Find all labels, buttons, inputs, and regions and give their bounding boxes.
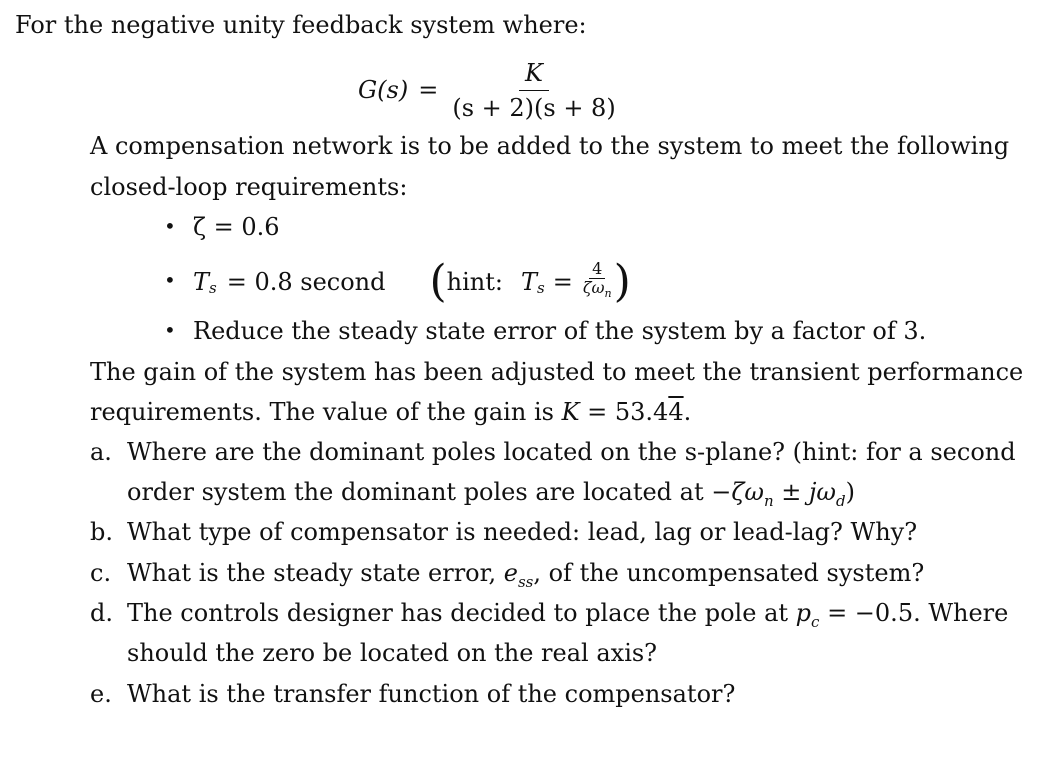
- equation-lhs: G(s): [358, 76, 409, 104]
- question-d-label: d.: [90, 599, 113, 627]
- para2-line1: The gain of the system has been adjusted to meet the transient performance: [90, 358, 1024, 386]
- question-d-line1: [127, 598, 1008, 637]
- hint-open-paren: (: [429, 256, 447, 307]
- question-a-line2: [127, 477, 855, 516]
- ts-subscript: s: [209, 279, 217, 297]
- hint-label: hint:: [446, 268, 503, 296]
- equation-denominator: (s + 2)(s + 8): [452, 93, 616, 122]
- question-c-label: c.: [90, 559, 112, 587]
- bullet-3-marker: •: [164, 318, 176, 342]
- equation-equals: =: [418, 76, 439, 104]
- pole-real-part: −ζω: [711, 478, 764, 506]
- hint-fraction: [581, 260, 614, 303]
- question-d-part2: = −0.5. Where: [819, 599, 1009, 627]
- question-c-part2: , of the uncompensated system?: [533, 559, 925, 587]
- gain-repeating-digit: 4: [668, 398, 684, 426]
- hint-ts-symbol: T: [520, 268, 537, 296]
- pc-symbol: p: [795, 599, 812, 627]
- question-b-text: What type of compensator is needed: lead, lag or lead-lag? Why?: [127, 518, 918, 546]
- equation-numerator: K: [519, 56, 549, 91]
- ts-symbol: T: [193, 268, 210, 296]
- question-d-part1: The controls designer has decided to place the pole at: [127, 599, 796, 627]
- para2-line2: [90, 397, 691, 427]
- hint-close-paren: ): [613, 256, 631, 307]
- intro-text: For the negative unity feedback system where:: [15, 11, 587, 39]
- question-d-line2: should the zero be located on the real axis?: [127, 639, 658, 667]
- equation-fraction: [448, 56, 619, 125]
- requirement-ess: Reduce the steady state error of the system by a factor of 3.: [193, 317, 927, 345]
- ess-subscript: ss: [517, 572, 534, 591]
- gain-value: = 53.4: [579, 398, 669, 426]
- question-a-text: order system the dominant poles are located at: [127, 478, 712, 506]
- gain-text: requirements. The value of the gain is: [90, 398, 562, 426]
- question-b-label: b.: [90, 518, 113, 546]
- question-a-label: a.: [90, 438, 112, 466]
- requirement-zeta: ζ = 0.6: [193, 213, 280, 241]
- para1-line2: closed-loop requirements:: [90, 173, 408, 201]
- hint-denominator-sub: n: [604, 287, 612, 301]
- question-c-part1: What is the steady state error,: [127, 559, 504, 587]
- transfer-function-equation: [358, 52, 620, 128]
- hint-ts-subscript: s: [537, 279, 545, 297]
- bullet-1-marker: •: [164, 214, 176, 238]
- para1-line1: A compensation network is to be added to the system to meet the following: [90, 132, 1010, 160]
- hint-denominator: ζω: [582, 278, 605, 298]
- bullet-2-marker: •: [164, 268, 176, 292]
- ess-symbol: e: [503, 559, 518, 587]
- pole-real-sub: n: [763, 491, 774, 510]
- pole-imag-sub: d: [836, 491, 846, 510]
- pole-close-paren: ): [845, 478, 855, 506]
- hint-numerator: 4: [589, 260, 605, 279]
- requirement-settling-time: [193, 252, 631, 312]
- question-a-line1: Where are the dominant poles located on the s-plane? (hint: for a second: [127, 438, 1016, 466]
- pole-imag-part: ± jω: [773, 478, 836, 506]
- question-e-label: e.: [90, 680, 112, 708]
- ts-value: = 0.8 second: [226, 268, 386, 296]
- hint-equals: =: [552, 268, 573, 296]
- gain-symbol: K: [561, 398, 580, 426]
- question-e-text: What is the transfer function of the compensator?: [127, 680, 736, 708]
- gain-period: .: [683, 398, 692, 426]
- question-c-text: [127, 558, 924, 597]
- pc-subscript: c: [811, 612, 820, 631]
